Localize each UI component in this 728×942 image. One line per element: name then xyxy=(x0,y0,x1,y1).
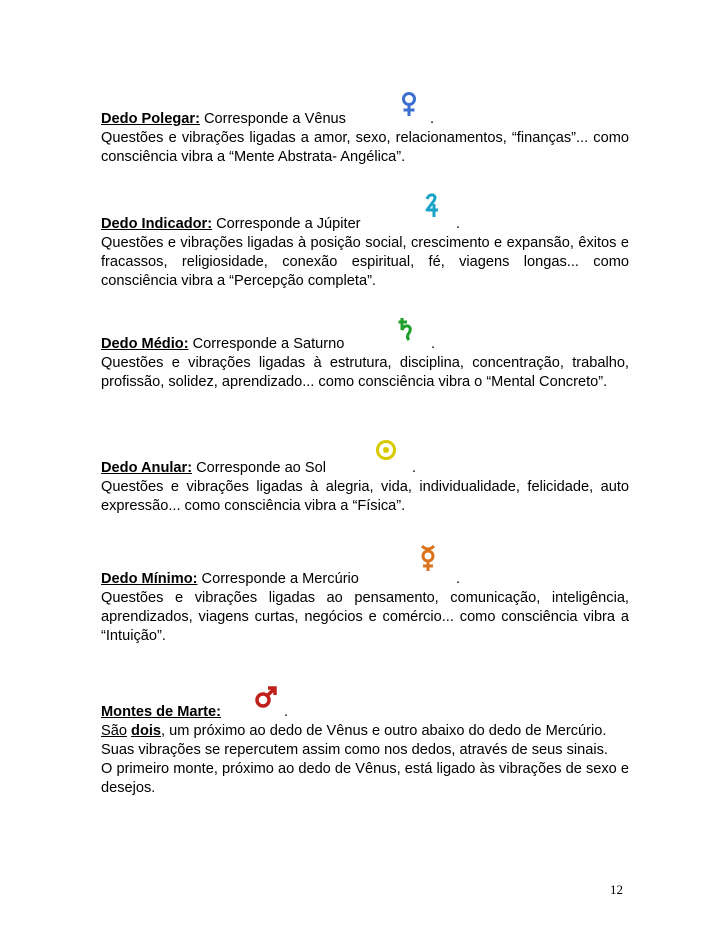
section-title: Dedo Médio: xyxy=(101,336,189,352)
section-title: Dedo Mínimo: xyxy=(101,571,198,587)
section-description: Corresponde a Saturno xyxy=(192,336,345,352)
section-body: Questões e vibrações ligadas a amor, sexo, relacionamentos, “finanças”... como consciência vibra a “Mente Abstrata- Angélica”. xyxy=(101,130,629,165)
heading-dot: . xyxy=(431,336,436,352)
section-dedo-indicador xyxy=(101,215,629,291)
heading-dot: . xyxy=(284,704,289,720)
venus-icon xyxy=(400,92,418,118)
page-number: 12 xyxy=(610,882,623,897)
section-title: Dedo Polegar: xyxy=(101,111,200,127)
section-body: Questões e vibrações ligadas à estrutura, disciplina, concentração, trabalho, profissão, solidez, aprendizado... como consciência vibra o “Mental Concreto”. xyxy=(101,355,629,390)
section-heading xyxy=(101,335,629,354)
paragraph-1-rest: , um próximo ao dedo de Vênus e outro abaixo do dedo de Mercúrio. xyxy=(161,723,607,739)
saturn-icon xyxy=(397,316,415,342)
mars-icon xyxy=(254,685,278,709)
section-description: Corresponde a Mercúrio xyxy=(201,571,359,587)
mercury-icon xyxy=(418,545,438,573)
section-description: Corresponde ao Sol xyxy=(196,460,326,476)
section-body: Questões e vibrações ligadas à posição social, crescimento e expansão, êxitos e fracassos, religiosidade, conexão espiritual, fé, viagens longas... como consciência vibra a “Percepção completa”. xyxy=(101,235,629,289)
paragraph-3: O primeiro monte, próximo ao dedo de Vênus, está ligado às vibrações de sexo e desejos. xyxy=(101,761,629,796)
section-dedo-medio xyxy=(101,335,629,392)
paragraph-1 xyxy=(101,722,629,741)
section-heading xyxy=(101,459,629,478)
jupiter-icon xyxy=(424,193,440,219)
section-title: Dedo Indicador: xyxy=(101,216,213,232)
paragraph-2: Suas vibrações se repercutem assim como nos dedos, através de seus sinais. xyxy=(101,742,608,758)
section-heading xyxy=(101,215,629,234)
section-dedo-minimo xyxy=(101,570,629,646)
section-description: Corresponde a Vênus xyxy=(204,111,346,127)
heading-dot: . xyxy=(412,460,417,476)
section-body: Questões e vibrações ligadas à alegria, vida, individualidade, felicidade, auto expressão... como consciência vibra a “Física”. xyxy=(101,479,629,514)
heading-dot: . xyxy=(430,111,435,127)
section-title: Dedo Anular: xyxy=(101,460,193,476)
word-dois: dois xyxy=(131,723,162,739)
section-description: Corresponde a Júpiter xyxy=(216,216,361,232)
heading-dot: . xyxy=(456,571,461,587)
section-title: Montes de Marte: xyxy=(101,704,222,720)
section-heading xyxy=(101,110,629,129)
sun-icon xyxy=(375,439,397,461)
section-body: Questões e vibrações ligadas ao pensamento, comunicação, inteligência, aprendizados, viagens curtas, negócios e comércio... como consciência vibra a “Intuição”. xyxy=(101,590,629,644)
section-montes-de-marte xyxy=(101,703,629,798)
heading-dot: . xyxy=(456,216,461,232)
section-dedo-polegar xyxy=(101,110,629,167)
section-heading xyxy=(101,703,629,722)
word-sao: São xyxy=(101,723,127,739)
section-heading xyxy=(101,570,629,589)
section-dedo-anular xyxy=(101,459,629,516)
